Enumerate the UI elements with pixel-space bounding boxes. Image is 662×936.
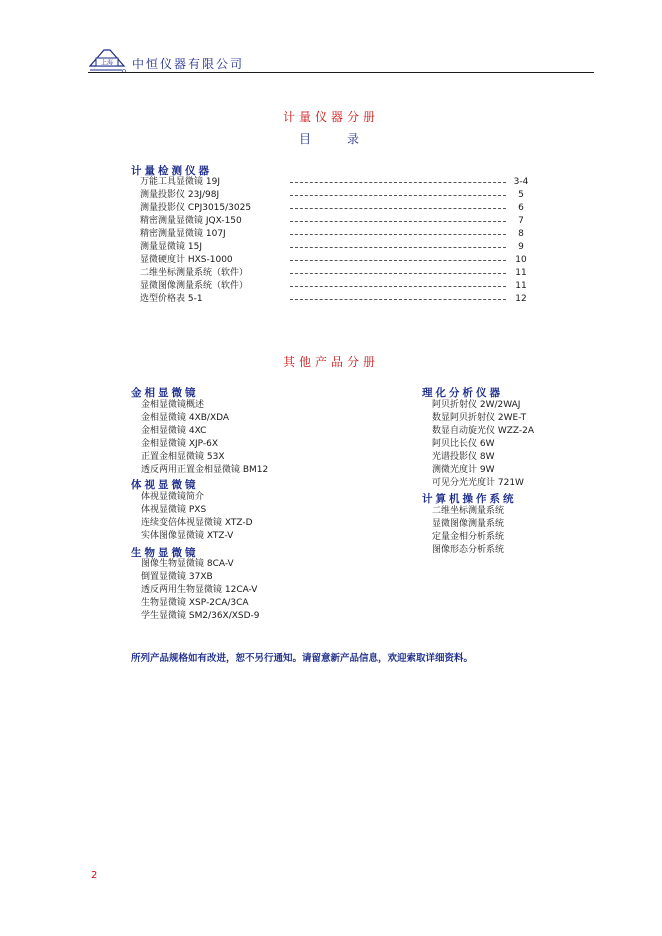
stereo-list	[141, 491, 253, 543]
list-item[interactable]: 生物显微镜 XSP-2CA/3CA	[141, 598, 249, 608]
toc-label: 测量显微镜 15J	[140, 242, 202, 252]
toc-label: 精密测量显微镜 JQX-150	[140, 216, 242, 226]
logo-text: 上海	[100, 59, 114, 67]
toc-page: 11	[515, 268, 527, 278]
list-item[interactable]: 光谱投影仪 8W	[432, 452, 495, 462]
computer-list	[432, 505, 504, 557]
leader-dots	[290, 208, 506, 209]
section-heading-stereo: 体视显微镜	[131, 479, 199, 491]
toc-row[interactable]	[140, 202, 540, 215]
metallo-list	[141, 399, 268, 477]
list-item[interactable]: 实体图像显微镜 XTZ-V	[141, 531, 234, 541]
toc-page: 12	[515, 294, 527, 304]
toc-page: 6	[518, 203, 524, 213]
leader-dots	[290, 234, 506, 235]
toc-row[interactable]	[140, 280, 540, 293]
toc-page: 11	[515, 281, 527, 291]
toc-label: 显微硬度计 HXS-1000	[140, 255, 233, 265]
toc-row[interactable]	[140, 228, 540, 241]
list-item[interactable]: 体视显微镜简介	[141, 492, 205, 502]
list-item[interactable]: 倒置显微镜 37XB	[141, 572, 213, 582]
list-item[interactable]: 二维坐标测量系统	[432, 506, 505, 516]
section-heading-metallo: 金相显微镜	[131, 387, 199, 399]
list-item[interactable]: 学生显微镜 SM2/36X/XSD-9	[141, 611, 260, 621]
list-item[interactable]: 金相显微镜 4XB/XDA	[141, 413, 230, 423]
toc-label: 选型价格表 5-1	[140, 294, 203, 304]
list-item[interactable]: 连续变倍体视显微镜 XTZ-D	[141, 518, 253, 528]
list-item[interactable]: 体视显微镜 PXS	[141, 505, 207, 515]
section-heading-physchem: 理化分析仪器	[422, 387, 503, 399]
notice-text: 所列产品规格如有改进，恕不另行通知。请留意新产品信息，欢迎索取详细资料。	[131, 653, 474, 664]
catalog-title-other: 其他产品分册	[282, 355, 379, 369]
list-item[interactable]: 阿贝比长仪 6W	[432, 439, 495, 449]
list-item[interactable]: 定量金相分析系统	[432, 532, 505, 542]
section-heading-bio: 生物显微镜	[131, 547, 199, 559]
toc-row[interactable]	[140, 189, 540, 202]
list-item[interactable]: 数显阿贝折射仪 2WE-T	[432, 413, 527, 423]
toc-heading: 目 录	[298, 132, 363, 146]
list-item[interactable]: 图像生物显微镜 8CA-V	[141, 559, 234, 569]
toc-page: 5	[518, 190, 524, 200]
list-item[interactable]: 显微图像测量系统	[432, 519, 505, 529]
list-item[interactable]: 透反两用正置金相显微镜 BM12	[141, 465, 269, 475]
toc-page: 3-4	[513, 177, 529, 187]
leader-dots	[290, 247, 506, 248]
toc-label: 测量投影仪 23J/98J	[140, 190, 220, 200]
list-item[interactable]: 数显自动旋光仪 WZZ-2A	[432, 426, 535, 436]
toc-row[interactable]	[140, 241, 540, 254]
toc-label: 测量投影仪 CPJ3015/3025	[140, 203, 252, 213]
page-number: 2	[91, 870, 98, 881]
physchem-list	[432, 399, 534, 490]
leader-dots	[290, 299, 506, 300]
section-heading-measuring: 计量检测仪器	[131, 165, 212, 177]
list-item[interactable]: 透反两用生物显微镜 12CA-V	[141, 585, 258, 595]
leader-dots	[290, 195, 506, 196]
list-item[interactable]: 测微光度计 9W	[432, 465, 495, 475]
list-item[interactable]: 可见分光光度计 721W	[432, 478, 524, 488]
toc-page: 7	[518, 216, 524, 226]
toc-label: 万能工具显微镜 19J	[140, 177, 220, 187]
toc-page: 9	[518, 242, 524, 252]
toc-label: 精密测量显微镜 107J	[140, 229, 226, 239]
list-item[interactable]: 图像形态分析系统	[432, 545, 505, 555]
leader-dots	[290, 221, 506, 222]
leader-dots	[290, 182, 506, 183]
list-item[interactable]: 金相显微镜 XJP-6X	[141, 439, 219, 449]
header-divider	[88, 72, 594, 73]
toc-row[interactable]	[140, 293, 540, 306]
toc-row[interactable]	[140, 254, 540, 267]
catalog-title-measuring: 计量仪器分册	[282, 110, 379, 124]
toc-row[interactable]	[140, 176, 540, 189]
toc-row[interactable]	[140, 215, 540, 228]
section-heading-computer: 计算机操作系统	[422, 493, 517, 505]
toc-label: 二维坐标测量系统（软件）	[140, 268, 249, 278]
toc-page: 10	[515, 255, 527, 265]
toc-label: 显微图像测量系统（软件）	[140, 281, 249, 291]
toc-page: 8	[518, 229, 524, 239]
bio-list	[141, 558, 260, 623]
company-logo	[88, 48, 126, 74]
leader-dots	[290, 286, 506, 287]
company-name: 中恒仪器有限公司	[132, 57, 245, 71]
list-item[interactable]: 正置金相显微镜 53X	[141, 452, 225, 462]
list-item[interactable]: 阿贝折射仪 2W/2WAJ	[432, 400, 521, 410]
list-item[interactable]: 金相显微镜 4XC	[141, 426, 207, 436]
leader-dots	[290, 273, 506, 274]
toc-row[interactable]	[140, 267, 540, 280]
leader-dots	[290, 260, 506, 261]
list-item[interactable]: 金相显微镜概述	[141, 400, 205, 410]
